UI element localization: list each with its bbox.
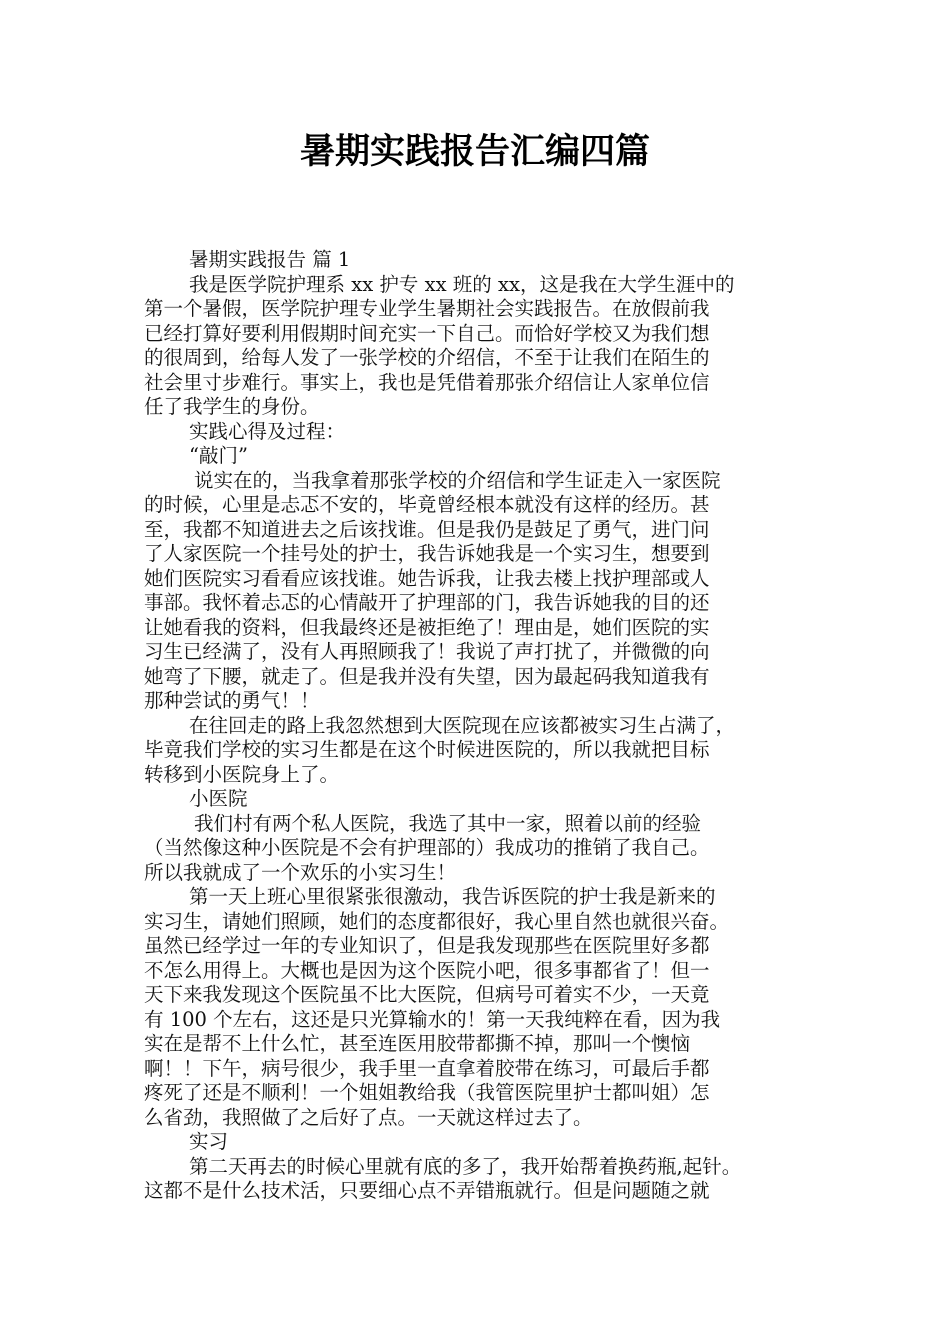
text-line: 社会里寸步难行。事实上，我也是凭借着那张介绍信让人家单位信 bbox=[144, 370, 710, 394]
document-body bbox=[144, 248, 830, 1204]
text-line: 实习生，请她们照顾，她们的态度都很好，我心里自然也就很兴奋。 bbox=[144, 909, 730, 933]
text-line: “敲门” bbox=[189, 444, 248, 467]
text-line: 啊！！下午，病号很少，我手里一直拿着胶带在练习，可最后手都 bbox=[144, 1056, 710, 1080]
text-line: 已经打算好要利用假期时间充实一下自己。而恰好学校又为我们想 bbox=[144, 321, 710, 345]
text-line: 疼死了还是不顺利！一个姐姐教给我（我管医院里护士都叫姐）怎 bbox=[144, 1081, 710, 1104]
text-line: 所以我就成了一个欢乐的小实习生！ bbox=[144, 860, 457, 884]
text-line: 实习 bbox=[189, 1130, 229, 1153]
text-line: 毕竟我们学校的实习生都是在这个时候进医院的，所以我就把目标 bbox=[144, 738, 710, 761]
text-line: 事部。我怀着忐忑的心情敲开了护理部的门，我告诉她我的目的还 bbox=[144, 591, 710, 614]
text-line: 的很周到，给每人发了一张学校的介绍信，不至于让我们在陌生的 bbox=[144, 346, 710, 369]
text-line: 实在是帮不上什么忙，甚至连医用胶带都撕不掉，那叫一个懊恼 bbox=[144, 1032, 691, 1055]
text-line: 我是医学院护理系 xx 护专 xx 班的 xx，这是我在大学生涯中的 bbox=[189, 272, 735, 296]
text-line: 的时候，心里是忐忑不安的，毕竟曾经根本就没有这样的经历。甚 bbox=[144, 493, 710, 516]
text-line: 我们村有两个私人医院，我选了其中一家，照着以前的经验 bbox=[194, 811, 702, 835]
text-line: 她们医院实习看看应该找谁。她告诉我，让我去楼上找护理部或人 bbox=[144, 566, 710, 590]
text-line: 习生已经满了，没有人再照顾我了！我说了声打扰了，并微微的向 bbox=[144, 640, 710, 663]
text-line: 天下来我发现这个医院虽不比大医院，但病号可着实不少，一天竟 bbox=[144, 983, 710, 1006]
text-line: 小医院 bbox=[189, 787, 248, 810]
text-line: 暑期实践报告 篇 1 bbox=[189, 248, 351, 271]
text-line: 她弯了下腰，就走了。但是我并没有失望，因为最起码我知道我有 bbox=[144, 664, 710, 688]
text-line: 实践心得及过程： bbox=[189, 419, 346, 443]
text-line: 转移到小医院身上了。 bbox=[144, 762, 340, 786]
text-line: 说实在的，当我拿着那张学校的介绍信和学生证走入一家医院 bbox=[194, 468, 721, 492]
text-line: 让她看我的资料，但我最终还是被拒绝了！理由是，她们医院的实 bbox=[144, 615, 710, 639]
text-line: 第二天再去的时候心里就有底的多了，我开始帮着换药瓶,起针。 bbox=[189, 1154, 742, 1178]
text-line: 么省劲，我照做了之后好了点。一天就这样过去了。 bbox=[144, 1105, 593, 1129]
text-line: 有 100 个左右，这还是只光算输水的！第一天我纯粹在看，因为我 bbox=[144, 1007, 721, 1031]
text-line: （当然像这种小医院是不会有护理部的）我成功的推销了我自己。 bbox=[144, 836, 710, 859]
text-line: 第一个暑假，医学院护理专业学生暑期社会实践报告。在放假前我 bbox=[144, 297, 710, 320]
text-line: 不怎么用得上。大概也是因为这个医院小吧，很多事都省了！但一 bbox=[144, 958, 710, 982]
document-title: 暑期实践报告汇编四篇 bbox=[299, 132, 650, 172]
text-line: 任了我学生的身份。 bbox=[144, 395, 320, 418]
text-line: 这都不是什么技术活，只要细心点不弄错瓶就行。但是问题随之就 bbox=[144, 1179, 710, 1202]
text-line: 了人家医院一个挂号处的护士，我告诉她我是一个实习生，想要到 bbox=[144, 542, 710, 565]
text-line: 至，我都不知道进去之后该找谁。但是我仍是鼓足了勇气，进门问 bbox=[144, 517, 710, 541]
text-line: 第一天上班心里很紧张很激动，我告诉医院的护士我是新来的 bbox=[189, 885, 716, 908]
text-line: 在往回走的路上我忽然想到大医院现在应该都被实习生占满了， bbox=[189, 713, 736, 737]
text-line: 虽然已经学过一年的专业知识了，但是我发现那些在医院里好多都 bbox=[144, 934, 710, 957]
text-line: 那种尝试的勇气！！ bbox=[144, 689, 320, 712]
